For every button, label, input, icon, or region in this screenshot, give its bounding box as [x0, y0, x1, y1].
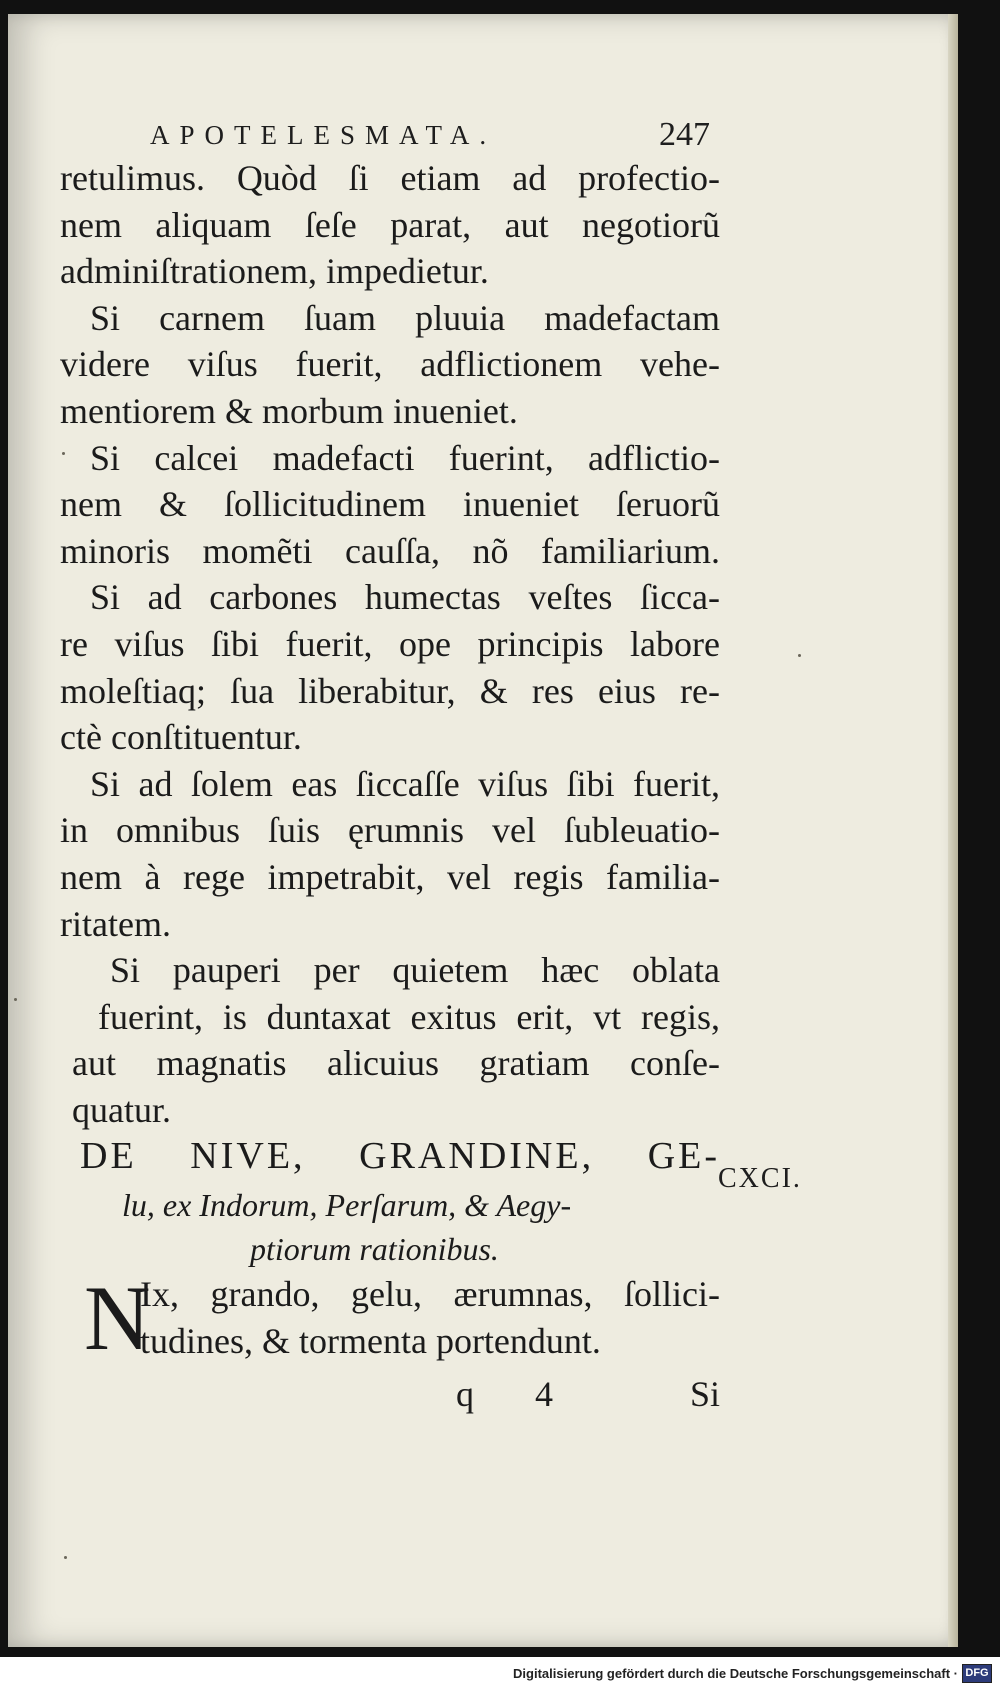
body-text	[60, 155, 720, 1370]
text-line: Si carnem ſuam pluuia madefactam	[90, 297, 720, 338]
initial-paragraph	[60, 1267, 720, 1370]
section-subheading: ptiorum rationibus.	[250, 1231, 499, 1268]
signature-mark: q 4	[456, 1374, 579, 1414]
running-title: APOTELESMATA.	[150, 120, 497, 150]
text-line: moleſtiaq; ſua liberabitur, & res eius re-	[60, 670, 720, 711]
text-line: minoris momẽti cauſſa, nõ familiarium.	[60, 530, 720, 571]
text-line: videre viſus fuerit, adflictionem vehe-	[60, 344, 720, 385]
text-line: adminiſtrationem, impedietur.	[60, 251, 489, 292]
section-subheading: lu, ex Indorum, Perſarum, & Aegy-	[122, 1187, 572, 1224]
paper-speck	[798, 654, 801, 657]
text-line: quatur.	[72, 1089, 171, 1130]
dfg-logo-icon: DFG	[962, 1664, 992, 1683]
marginal-chapter-numeral: CXCI.	[718, 1163, 802, 1194]
page-foot	[420, 1373, 720, 1419]
catchword: Si	[689, 1374, 720, 1414]
text-line: tudines, & tormenta portendunt.	[140, 1321, 601, 1362]
text-line: nem à rege impetrabit, vel regis familia-	[60, 856, 720, 897]
text-line: nem aliquam ſeſe parat, aut negotiorũ	[60, 204, 720, 245]
text-line: Si ad carbones humectas veſtes ſicca-	[90, 577, 720, 618]
page-number: 247	[659, 116, 710, 153]
text-line: fuerint, is duntaxat exitus erit, vt regis,	[98, 996, 720, 1037]
text-line: re viſus ſibi fuerit, ope principis labore	[60, 623, 720, 664]
digitization-footer	[0, 1657, 1000, 1690]
text-line: aut magnatis alicuius gratiam conſe-	[72, 1043, 720, 1084]
running-head	[150, 116, 710, 156]
text-line: nem & ſollicitudinem inueniet ſeruorũ	[60, 484, 720, 525]
page-edge	[948, 14, 958, 1647]
section-heading: DE NIVE, GRANDINE, GE-	[80, 1135, 720, 1178]
text-line: Si ad ſolem eas ſiccaſſe viſus ſibi fuerit,	[90, 763, 720, 804]
drop-cap: N	[84, 1267, 151, 1370]
text-line: Si pauperi per quietem hæc oblata	[110, 950, 720, 991]
text-line: mentiorem & morbum inueniet.	[60, 390, 518, 431]
text-line: Ix, grando, gelu, ærumnas, ſollici-	[140, 1274, 720, 1315]
text-line: ctè conſtituentur.	[60, 717, 302, 758]
text-line: Si calcei madefacti fuerint, adflictio-	[90, 437, 720, 478]
text-line: in omnibus ſuis ęrumnis vel ſubleuatio-	[60, 810, 720, 851]
funding-notice: Digitalisierung gefördert durch die Deutsche Forschungsgemeinschaft ·	[513, 1666, 958, 1681]
paper-speck	[64, 1556, 67, 1559]
text-line: ritatem.	[60, 903, 171, 944]
text-line: retulimus. Quòd ſi etiam ad profectio-	[60, 158, 720, 198]
paper-speck	[14, 998, 17, 1001]
